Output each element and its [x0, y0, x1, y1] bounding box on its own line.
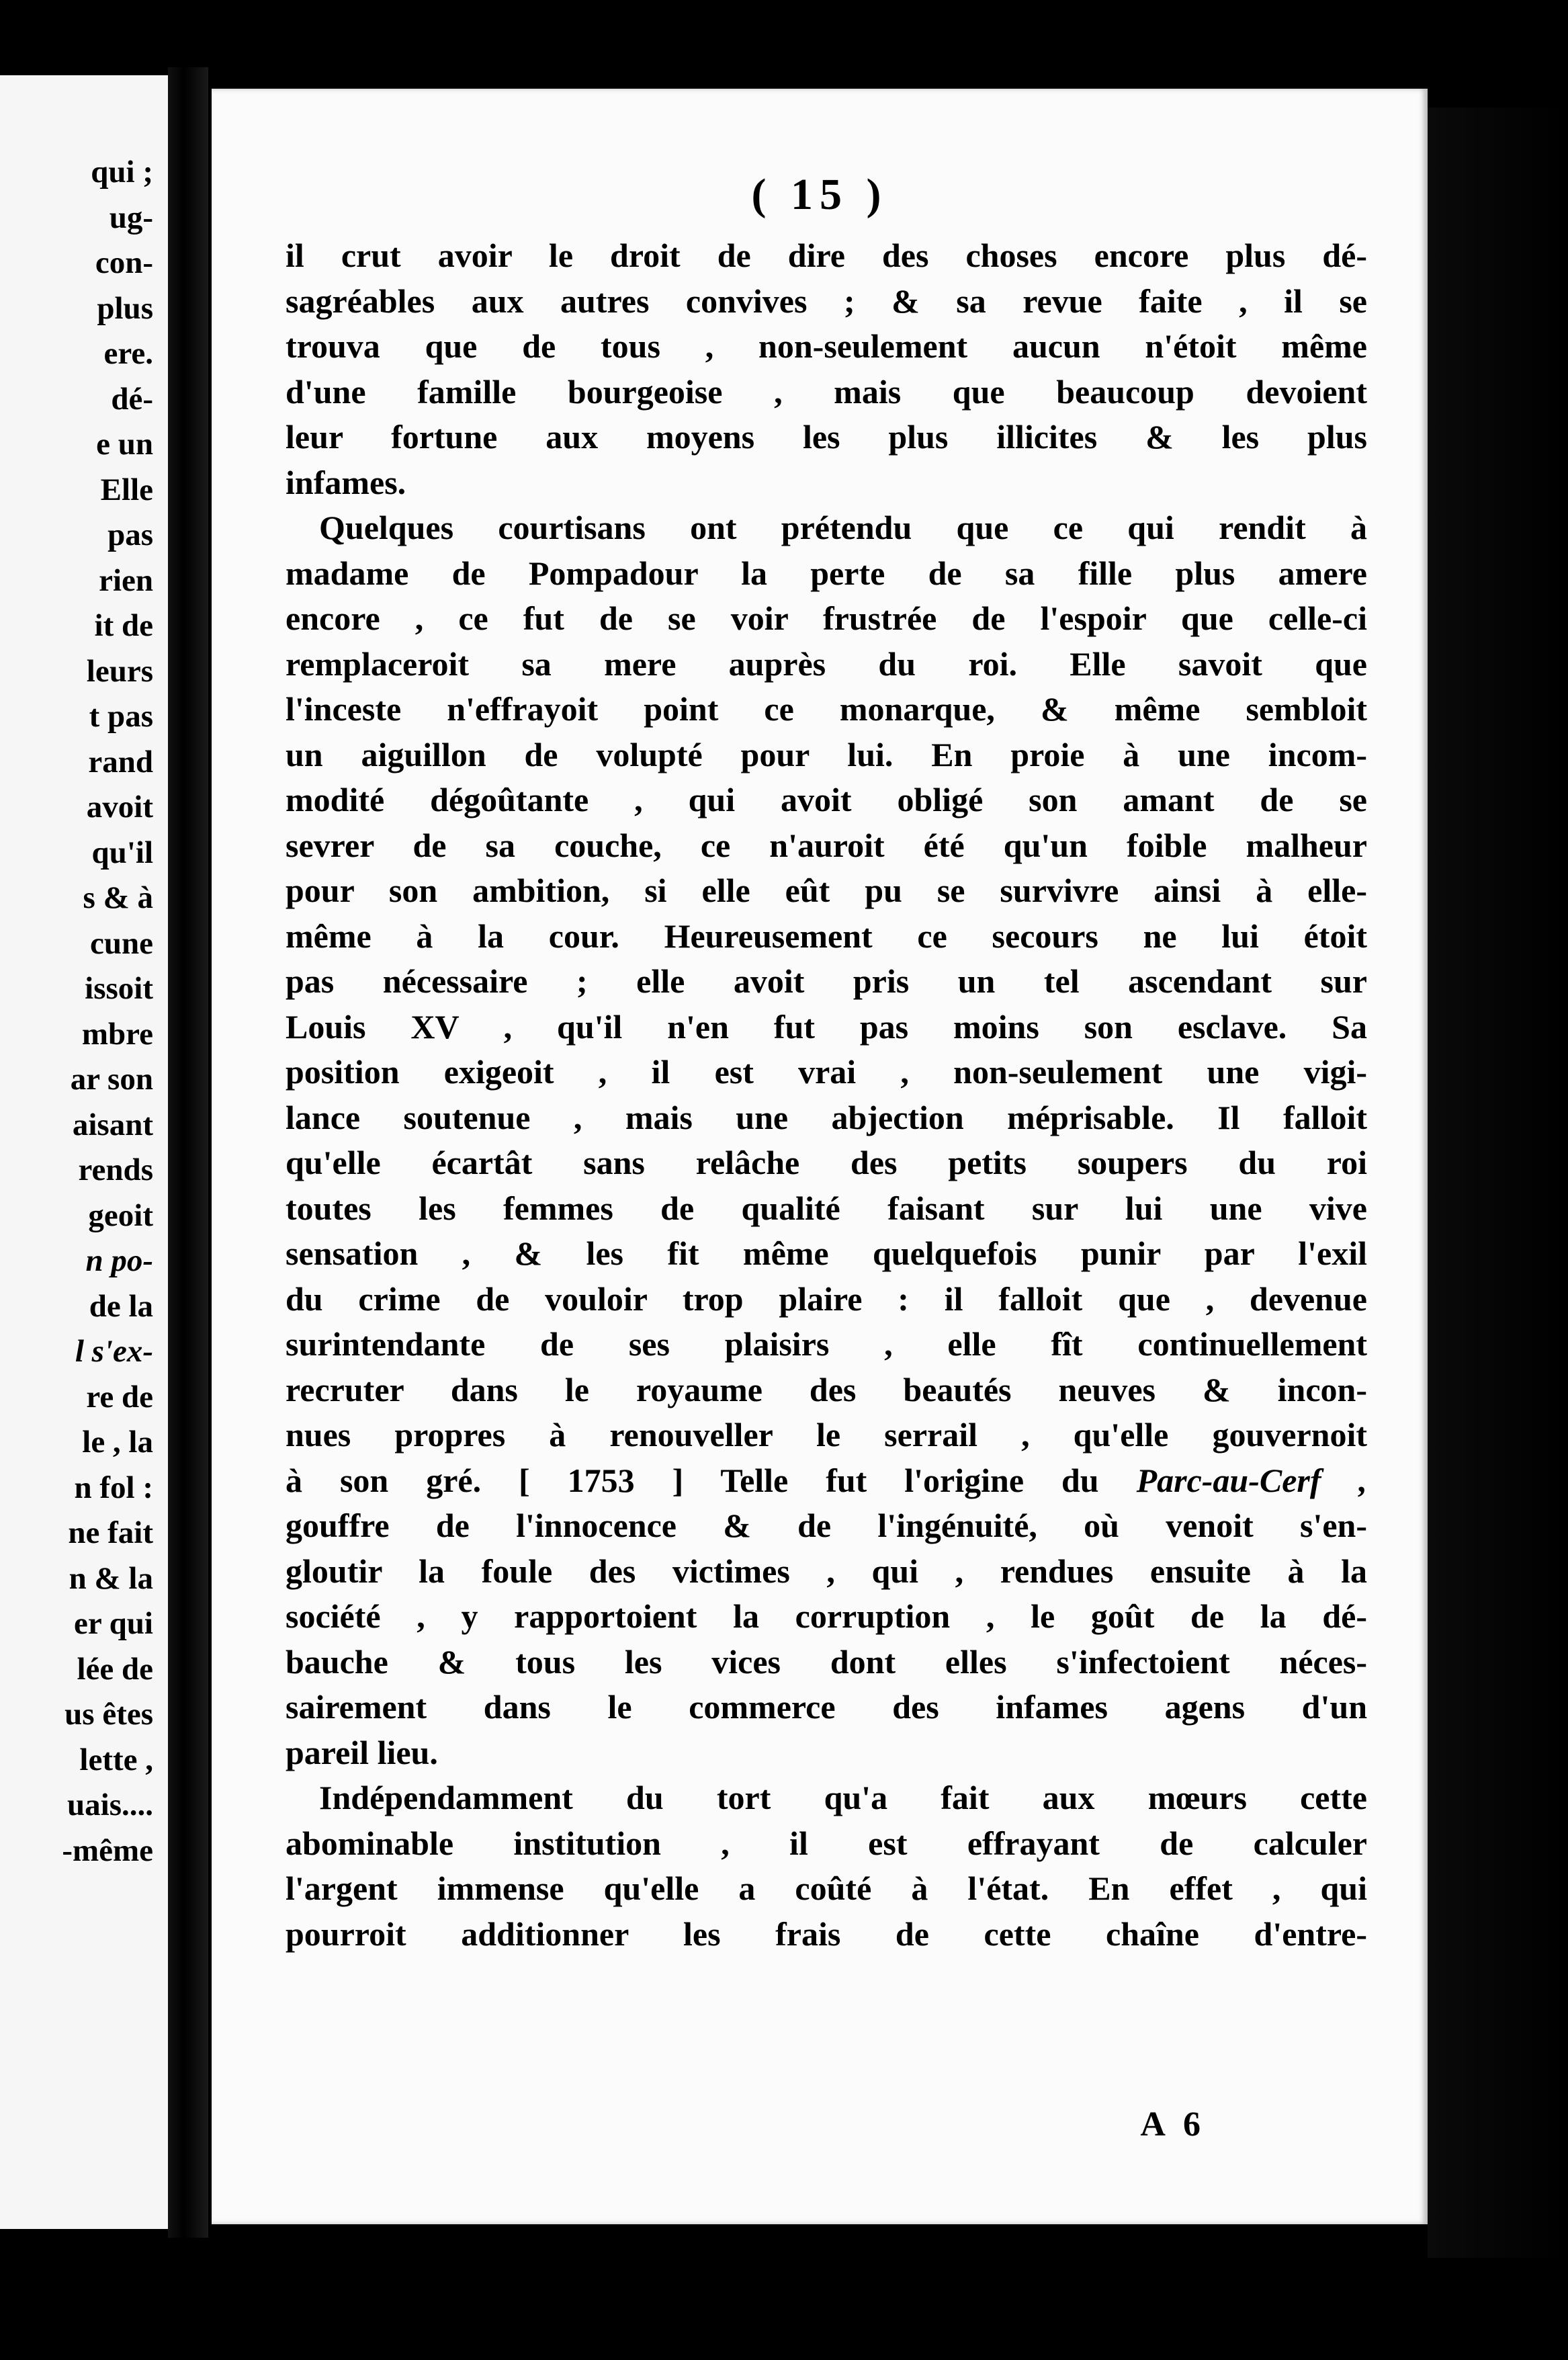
text-line: Indépendamment du tort qu'a fait aux mœurs cette: [319, 1779, 1367, 1816]
text-line: pourroit additionner les frais de cette chaîne d'entre-: [286, 1914, 1367, 1953]
text-line: même à la cour. Heureusement ce secours ne lui étoit: [286, 917, 1367, 955]
facing-page-fragment: l s'ex-: [75, 1334, 153, 1369]
text-line: abominable institution , il est effrayant de calculer: [286, 1824, 1367, 1862]
facing-page-fragment: ne fait: [68, 1515, 153, 1550]
facing-page-fragment: con-: [95, 245, 153, 280]
text-line: position exigeoit , il est vrai , non-seulement une vigi-: [286, 1053, 1367, 1091]
facing-page-fragment: cune: [90, 925, 153, 961]
facing-page-fragment: lée de: [77, 1651, 153, 1687]
facing-page: [0, 75, 170, 2229]
text-line: sensation , & les fit même quelquefois punir par l'exil: [286, 1234, 1367, 1272]
facing-page-fragment: rand: [88, 744, 153, 779]
text-line: pareil lieu.: [286, 1733, 438, 1771]
facing-page-fragment: leurs: [86, 653, 153, 689]
facing-page-fragment: dé-: [111, 381, 153, 417]
facing-page-fragment: n & la: [69, 1560, 153, 1596]
text-line: madame de Pompadour la perte de sa fille plus amere: [286, 554, 1367, 592]
facing-page-fragment: t pas: [89, 699, 153, 734]
facing-page-fragment: rien: [99, 562, 153, 598]
text-line: Louis XV , qu'il n'en fut pas moins son esclave. Sa: [286, 1007, 1367, 1046]
text-line: nues propres à renouveller le serrail , qu'elle gouvernoit: [286, 1416, 1367, 1453]
book-page: [212, 89, 1428, 2224]
page-body: [286, 233, 1367, 1957]
facing-page-fragment: ar son: [70, 1062, 153, 1097]
facing-page-fragment: -même: [62, 1832, 153, 1868]
text-line: [286, 1458, 1367, 1504]
text-line: pas nécessaire ; elle avoit pris un tel ascendant sur: [286, 962, 1367, 1000]
text-line: gloutir la foule des victimes , qui , rendues ensuite à la: [286, 1552, 1367, 1590]
facing-page-fragment: ere.: [103, 336, 153, 371]
text-line: société , y rapportoient la corruption , le goût de la dé-: [286, 1597, 1367, 1635]
facing-page-fragment: qui ;: [91, 155, 153, 189]
text-line: remplaceroit sa mere auprès du roi. Elle savoit que: [286, 644, 1367, 683]
facing-page-fragment: ug-: [109, 200, 153, 235]
facing-page-fragment: it de: [94, 608, 153, 643]
facing-page-fragment: avoit: [86, 790, 153, 825]
text-line: sagréables aux autres convives ; & sa revue faite , il se: [286, 282, 1367, 320]
text-line: recruter dans le royaume des beautés neuves & incon-: [286, 1370, 1367, 1408]
facing-page-fragment: e un: [96, 427, 153, 462]
text-line: lance soutenue , mais une abjection méprisable. Il falloit: [286, 1098, 1367, 1136]
facing-page-fragment: geoit: [88, 1197, 153, 1233]
text-line: pour son ambition, si elle eût pu se survivre ainsi à elle-: [286, 872, 1367, 909]
text-line: il crut avoir le droit de dire des choses encore plus dé-: [286, 237, 1367, 274]
text-line: qu'elle écartât sans relâche des petits soupers du roi: [286, 1144, 1367, 1181]
page-number-header: ( 15 ): [751, 170, 888, 219]
page-edge-shadow: [1428, 108, 1568, 2258]
text-line: Quelques courtisans ont prétendu que ce qui rendit à: [319, 509, 1367, 546]
facing-page-fragment: s & à: [83, 880, 153, 915]
text-line: modité dégoûtante , qui avoit obligé son amant de se: [286, 781, 1367, 818]
text-line: l'inceste n'effrayoit point ce monarque, & même sembloit: [286, 690, 1367, 728]
text-line: sairement dans le commerce des infames agens d'un: [286, 1688, 1367, 1726]
text-line: encore , ce fut de se voir frustrée de l'espoir que celle-ci: [286, 599, 1367, 637]
facing-page-fragment: lette ,: [79, 1742, 153, 1777]
text-line: l'argent immense qu'elle a coûté à l'état. En effet , qui: [286, 1869, 1367, 1907]
text-line: du crime de vouloir trop plaire : il falloit que , devenue: [286, 1279, 1367, 1318]
text-line: sevrer de sa couche, ce n'auroit été qu'un foible malheur: [286, 826, 1367, 864]
facing-page-fragment: rends: [78, 1152, 153, 1187]
text-line: infames.: [286, 463, 406, 501]
signature-mark: A 6: [1140, 2105, 1206, 2144]
facing-page-fragment: de la: [89, 1288, 153, 1324]
text-line: gouffre de l'innocence & de l'ingénuité, où venoit s'en-: [286, 1507, 1367, 1544]
italic-place-name: Parc-au-Cerf ,: [1136, 1461, 1367, 1499]
facing-page-fragment: re de: [86, 1379, 153, 1415]
book-spine: [168, 67, 208, 2238]
text-line-segment: à son gré. [ 1753 ] Telle fut l'origine du: [286, 1461, 1137, 1499]
facing-page-fragment: er qui: [74, 1606, 153, 1641]
text-line: trouva que de tous , non-seulement aucun n'étoit même: [286, 327, 1367, 365]
text-line: bauche & tous les vices dont elles s'infectoient néces-: [286, 1642, 1367, 1681]
facing-page-fragment: qu'il: [91, 835, 153, 870]
facing-page-fragment: mbre: [81, 1016, 153, 1052]
facing-page-fragment: n po-: [85, 1243, 153, 1278]
text-line: un aiguillon de volupté pour lui. En proie à une incom-: [286, 735, 1367, 773]
text-line: d'une famille bourgeoise , mais que beaucoup devoient: [286, 372, 1367, 411]
facing-page-fragment: le , la: [82, 1425, 153, 1460]
facing-page-fragment: us êtes: [64, 1697, 153, 1732]
facing-page-fragment: pas: [107, 517, 153, 552]
facing-page-fragment: aisant: [72, 1107, 153, 1142]
text-line: toutes les femmes de qualité faisant sur lui une vive: [286, 1189, 1367, 1227]
text-line: surintendante de ses plaisirs , elle fît continuellement: [286, 1325, 1367, 1363]
facing-page-fragment: n fol :: [74, 1470, 153, 1505]
facing-page-fragment: plus: [97, 290, 153, 326]
text-line: leur fortune aux moyens les plus illicites & les plus: [286, 418, 1367, 456]
facing-page-fragment: issoit: [85, 971, 153, 1006]
facing-page-fragment: Elle: [100, 472, 153, 507]
facing-page-fragment: uais....: [67, 1787, 153, 1822]
